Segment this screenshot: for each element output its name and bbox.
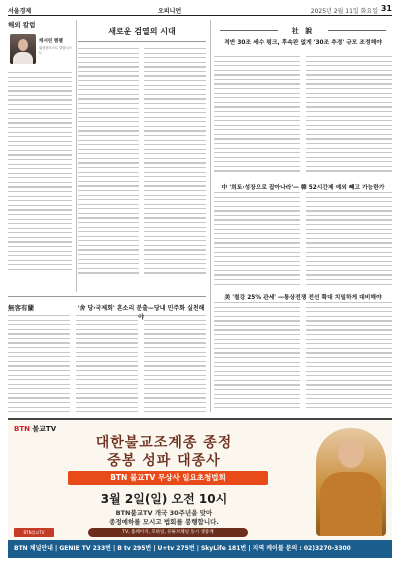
bottom-column-name: 無客有蘭 xyxy=(8,304,34,312)
ad-stamp: BTN불교TV xyxy=(14,528,54,537)
editorial-text-1b xyxy=(306,56,392,175)
bottom-text-1 xyxy=(8,315,70,416)
monk-robe xyxy=(320,472,382,536)
bottom-column-title: '舍 당·국제회' 흔소리 분출—당내 민주화 실천해야 xyxy=(77,305,205,321)
ad-logo-black: 불교TV xyxy=(32,425,57,433)
ad-description-2: 종정예하를 모시고 법회를 봉행합니다. xyxy=(109,518,219,526)
editorial-text-3b xyxy=(306,302,392,412)
page-number: 31 xyxy=(380,4,392,13)
ad-description-1: BTN불교TV 개국 30주년을 맞아 xyxy=(115,509,213,517)
bottom-text-2 xyxy=(76,315,138,416)
ad-title-1: 대한불교조계종 종정 xyxy=(95,435,233,451)
bottom-column xyxy=(8,296,206,412)
column-body-text xyxy=(8,72,72,273)
editorial-section xyxy=(214,20,392,412)
column-text-left xyxy=(78,48,139,277)
overseas-column xyxy=(8,20,74,292)
bottom-text-3 xyxy=(144,315,206,416)
editorial-divider xyxy=(210,20,211,412)
author-name: 캐서린 렘펠 xyxy=(39,39,63,44)
editorial-text-2b xyxy=(306,192,392,288)
ad-channel-bar: BTN 채널안내 | GENIE TV 233번 | B tv 295번 | U+tv 275번 | SkyLife 181번 | 지역 케이블 문의 : 02)3270-3300 xyxy=(8,540,392,558)
portrait-shirt xyxy=(13,52,33,64)
column-divider xyxy=(76,20,77,292)
editorial-headline-1: 적반 30조 세수 펑크, 후속판 없게 '30조 추경' 규모 조정해야 xyxy=(224,40,382,46)
author-portrait xyxy=(10,34,36,64)
portrait-face xyxy=(18,39,28,51)
ad-event-date: 3월 2일(일) 오전 10시 xyxy=(100,492,228,506)
column-headline: 새로운 검열의 시대 xyxy=(78,20,206,42)
editorial-label: 社 說 xyxy=(214,26,392,36)
column-text-right xyxy=(144,48,206,277)
editorial-headline-3: 美 '철강 25% 관세' ―통상전쟁 전선 확대 치밀하게 대비해야 xyxy=(224,295,382,301)
section-title: 오피니언 xyxy=(158,8,182,15)
column-label: 해외 칼럼 xyxy=(8,21,36,29)
ad-event-strip: BTN 불교TV 무상사 일요초청법회 xyxy=(68,471,268,485)
monk-head xyxy=(338,438,364,468)
editorial-text-1a xyxy=(214,56,300,175)
page-header xyxy=(8,4,392,16)
ad-logo-red: BTN xyxy=(14,425,30,433)
monk-photo xyxy=(316,428,386,536)
ad-title-2: 중봉 성파 대종사 xyxy=(107,453,221,469)
ad-broadcast-pill: TV, 홈페이지, 모바일, 유튜브채널 동시 생중계 xyxy=(88,528,248,537)
column-main xyxy=(78,20,206,292)
btn-advertisement xyxy=(8,418,392,558)
editorial-headline-2: 中 '희토·성장으로 잡아나라'— 韓 52시간제 예외 빼고 가능한가 xyxy=(221,185,385,191)
issue-date: 2025년 2월 11일 화요일 xyxy=(310,8,378,15)
author-role: 워싱턴포스트 칼럼니스트 xyxy=(39,46,72,55)
editorial-text-2a xyxy=(214,192,300,288)
newspaper-name: 서울경제 xyxy=(8,8,32,15)
editorial-text-3a xyxy=(214,302,300,412)
